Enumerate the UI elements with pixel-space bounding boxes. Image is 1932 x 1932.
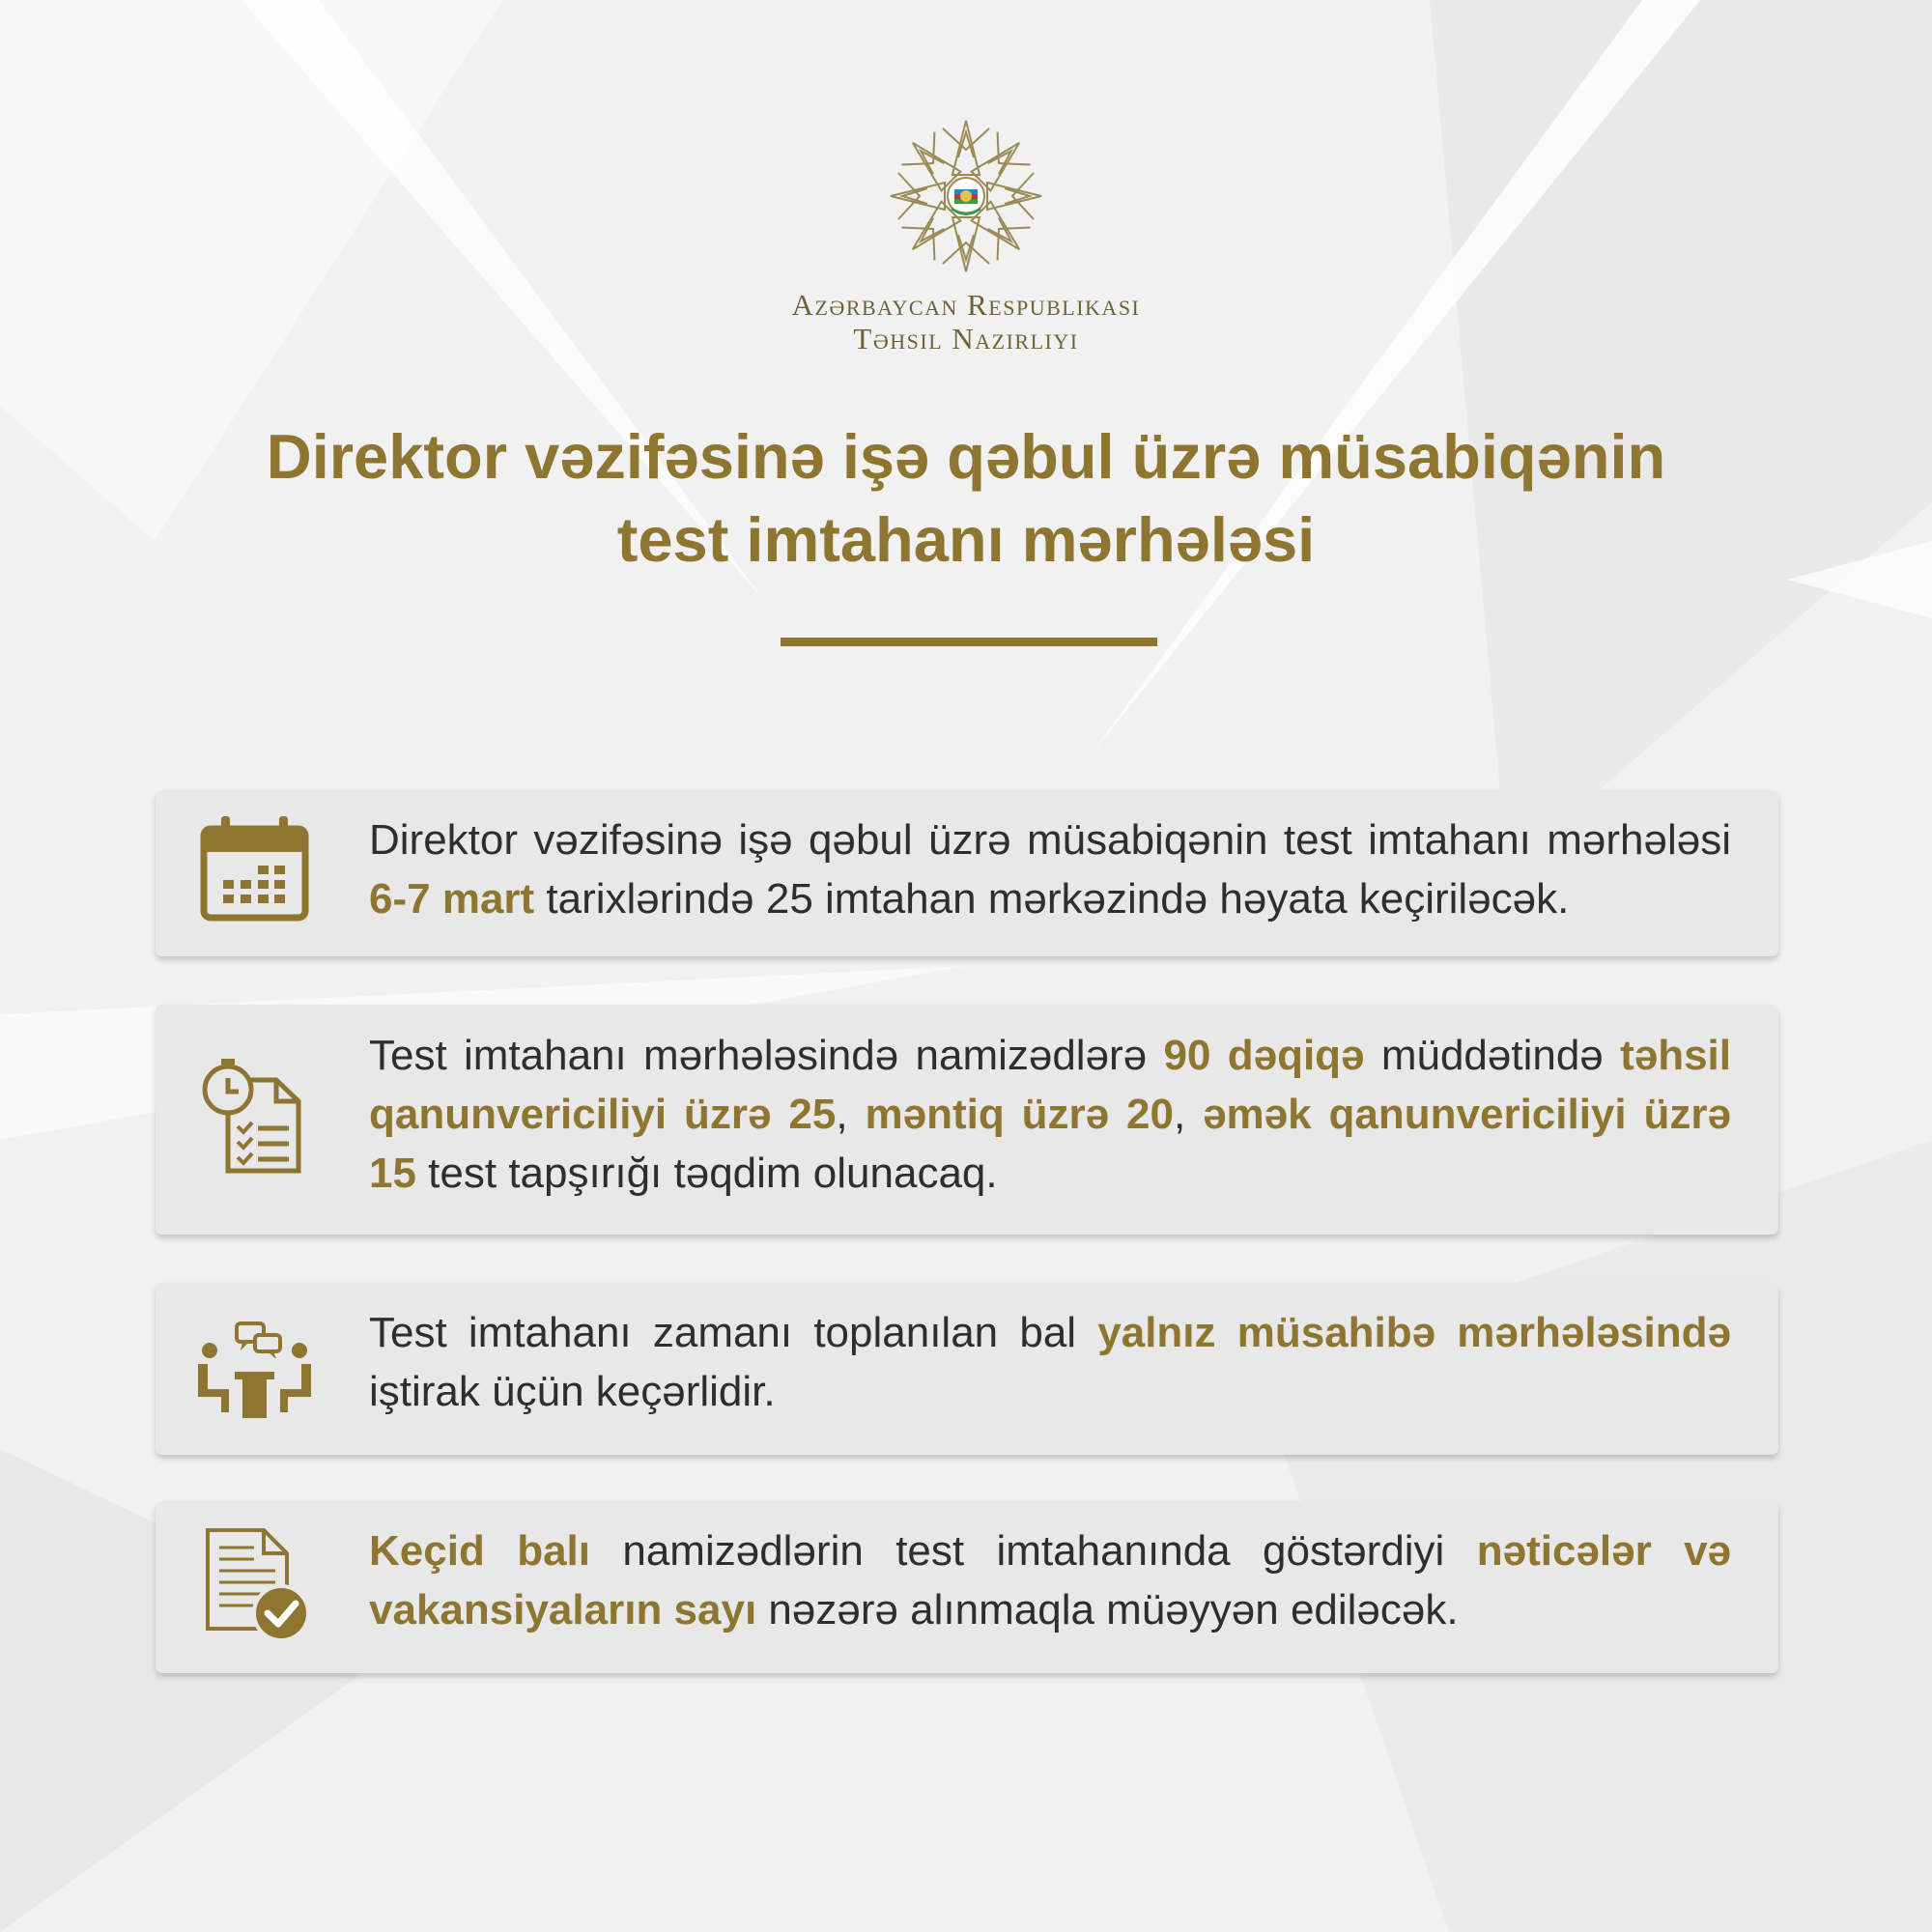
highlighted-text: əmək qanunvericiliyi üzrə 15 <box>369 1091 1732 1197</box>
body-text: Test imtahanı mərhələsində namizədlərə <box>369 1032 1164 1079</box>
highlighted-text: 90 dəqiqə <box>1163 1032 1365 1079</box>
timed-test-document-icon <box>194 1053 315 1174</box>
body-text: müddətində <box>1364 1032 1621 1079</box>
card-text <box>369 1303 1731 1421</box>
highlighted-text: məntiq üzrə 20 <box>865 1091 1174 1138</box>
ministry-name-line1: Azərbaycan Respublikası <box>791 288 1141 322</box>
body-text: namizədlərin test imtahanında göstərdiyi <box>590 1527 1477 1575</box>
highlighted-text: nəticələr və vakansiyaların sayı <box>369 1527 1732 1634</box>
title-divider <box>781 638 1157 646</box>
card-text <box>369 810 1731 928</box>
info-card-score-validity <box>156 1283 1778 1455</box>
body-text: tarixlərində 25 imtahan mərkəzində həyata keçiriləcək. <box>534 875 1570 923</box>
interview-meeting-icon <box>194 1304 315 1425</box>
card-text <box>369 1026 1731 1203</box>
page-title-line2: test imtahanı mərhələsi <box>616 504 1316 575</box>
approved-document-icon <box>194 1522 315 1643</box>
card-text <box>369 1521 1731 1639</box>
body-text: nəzərə alınmaqla müəyyən ediləcək. <box>756 1586 1459 1634</box>
ministry-emblem <box>884 114 1048 278</box>
body-text: test tapşırığı təqdim olunacaq. <box>415 1150 998 1197</box>
info-card-passing-score <box>156 1501 1778 1673</box>
page-title-line1: Direktor vəzifəsinə işə qəbul üzrə müsabiqənin <box>266 421 1666 492</box>
body-text: Test imtahanı zamanı toplanılan bal <box>369 1309 1098 1356</box>
highlighted-text: 6-7 mart <box>369 875 535 923</box>
body-text: , <box>1173 1091 1204 1138</box>
info-card-dates <box>156 790 1778 956</box>
info-card-test-structure <box>156 1005 1778 1235</box>
body-text: , <box>836 1091 866 1138</box>
page-title <box>155 415 1777 582</box>
highlighted-text: yalnız müsahibə mərhələsində <box>1097 1309 1731 1356</box>
highlighted-text: Keçid balı <box>369 1527 590 1575</box>
body-text: iştirak üçün keçərlidir. <box>369 1368 776 1415</box>
highlighted-text: təhsil qanunvericiliyi üzrə 25 <box>369 1032 1731 1138</box>
ministry-name-line2: Təhsil Nazirliyi <box>853 322 1079 355</box>
calendar-icon <box>194 811 315 932</box>
body-text: Direktor vəzifəsinə işə qəbul üzrə müsabiqənin test imtahanı mərhələsi <box>369 816 1731 864</box>
